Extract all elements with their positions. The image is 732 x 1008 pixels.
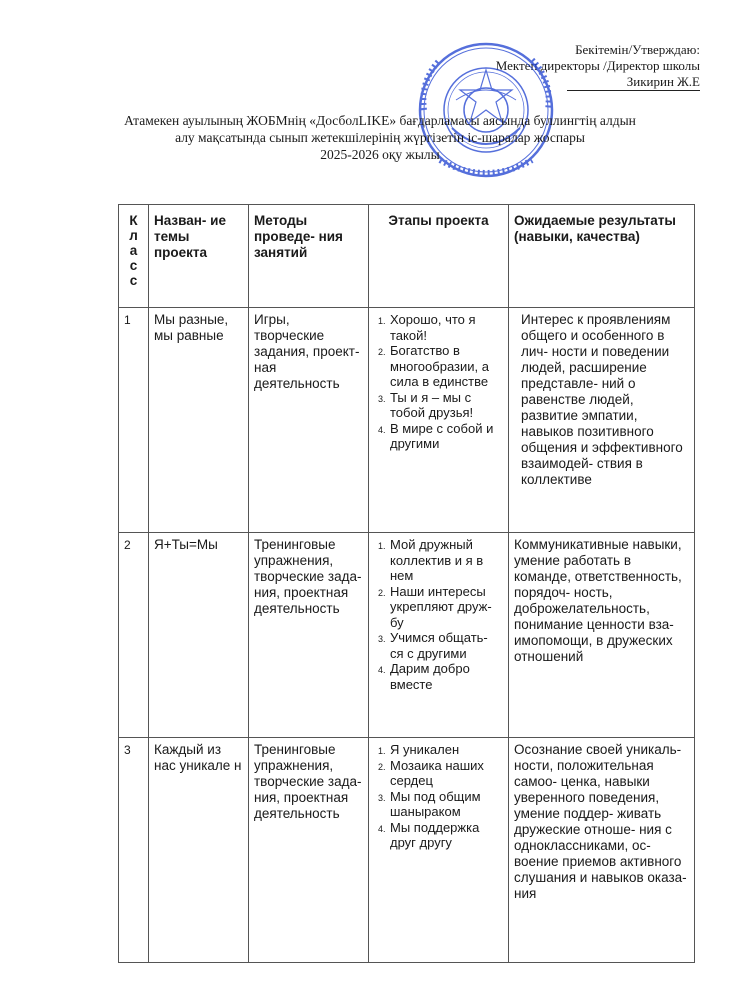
table-row (119, 308, 695, 533)
results-cell: Осознание своей уникаль- ности, положительная самоо- ценка, навыки уверенного поведения, умение поддер- живать дружеские отноше- ния с одноклассниками, ос- воение приемов активного слушания и навыков оказа- ния (509, 738, 695, 963)
header-methods: Методы проведе- ния занятий (249, 205, 369, 308)
stage-item: 2. Мозаика наших сердец (388, 758, 503, 789)
approval-position: Мектеп директоры /Директор школы (495, 58, 700, 73)
stage-item: 1. Хорошо, что я такой! (388, 312, 503, 343)
stage-item: 2. Богатство в многообразии, а сила в единстве (388, 343, 503, 390)
table-header-row (119, 205, 695, 308)
stage-item: 3. Ты и я – мы с тобой друзья! (388, 390, 503, 421)
table-row (119, 738, 695, 963)
methods-cell: Тренинговые упражнения, творческие зада- ния, проектная деятельность (249, 533, 369, 738)
title-line-1: Атамекен ауылының ЖОБМнің «ДосболLIKE» бағдарламасы аясында буллингтің алдын (124, 113, 636, 128)
stages-cell (369, 308, 509, 533)
activity-plan-table (118, 204, 695, 963)
document-title (80, 112, 680, 163)
topic-cell: Я+Ты=Мы (149, 533, 249, 738)
stage-item: 3. Мы под общим шаныраком (388, 789, 503, 820)
title-line-3: 2025-2026 оқу жылы (320, 147, 440, 162)
approval-signatory: Зикирин Ж.Е (567, 74, 700, 91)
approval-label: Бекітемін/Утверждаю: (575, 42, 700, 57)
stages-cell (369, 533, 509, 738)
methods-cell: Тренинговые упражнения, творческие зада- ния, проектная деятельность (249, 738, 369, 963)
header-class: К л а с с (119, 205, 149, 308)
stage-item: 2. Наши интересы укрепляют друж- бу (388, 584, 503, 631)
class-number: 3 (119, 738, 149, 963)
results-cell: Коммуникативные навыки, умение работать в команде, ответственность, порядоч- ность, доброжелательность, понимание ценности вза- имопомощи, в дружеских отношений (509, 533, 695, 738)
stage-item: 4. Мы поддержка друг другу (388, 820, 503, 851)
class-number: 2 (119, 533, 149, 738)
header-topic: Назван- ие темы проекта (149, 205, 249, 308)
stage-item: 1. Я уникален (388, 742, 503, 758)
topic-cell: Мы разные, мы равные (149, 308, 249, 533)
methods-cell: Игры, творческие задания, проект- ная деятельность (249, 308, 369, 533)
table-row (119, 533, 695, 738)
class-number: 1 (119, 308, 149, 533)
header-stages: Этапы проекта (369, 205, 509, 308)
topic-cell: Каждый из нас уникале н (149, 738, 249, 963)
results-cell: Интерес к проявлениям общего и особенного в лич- ности и поведении людей, расширение представле- ний о равенстве людей, развитие эмпатии, навыков позитивного общения и эффективного взаимодей- ствия в коллективе (509, 308, 695, 533)
stage-item: 4. В мире с собой и другими (388, 421, 503, 452)
stages-cell (369, 738, 509, 963)
header-results: Ожидаемые результаты (навыки, качества) (509, 205, 695, 308)
stage-item: 4. Дарим добро вместе (388, 661, 503, 692)
title-line-2: алу мақсатында сынып жетекшілерінің жүргізетін іс-шаралар жоспары (175, 130, 585, 145)
stage-item: 1. Мой дружный коллектив и я в нем (388, 537, 503, 584)
stage-item: 3. Учимся общать- ся с другими (388, 630, 503, 661)
